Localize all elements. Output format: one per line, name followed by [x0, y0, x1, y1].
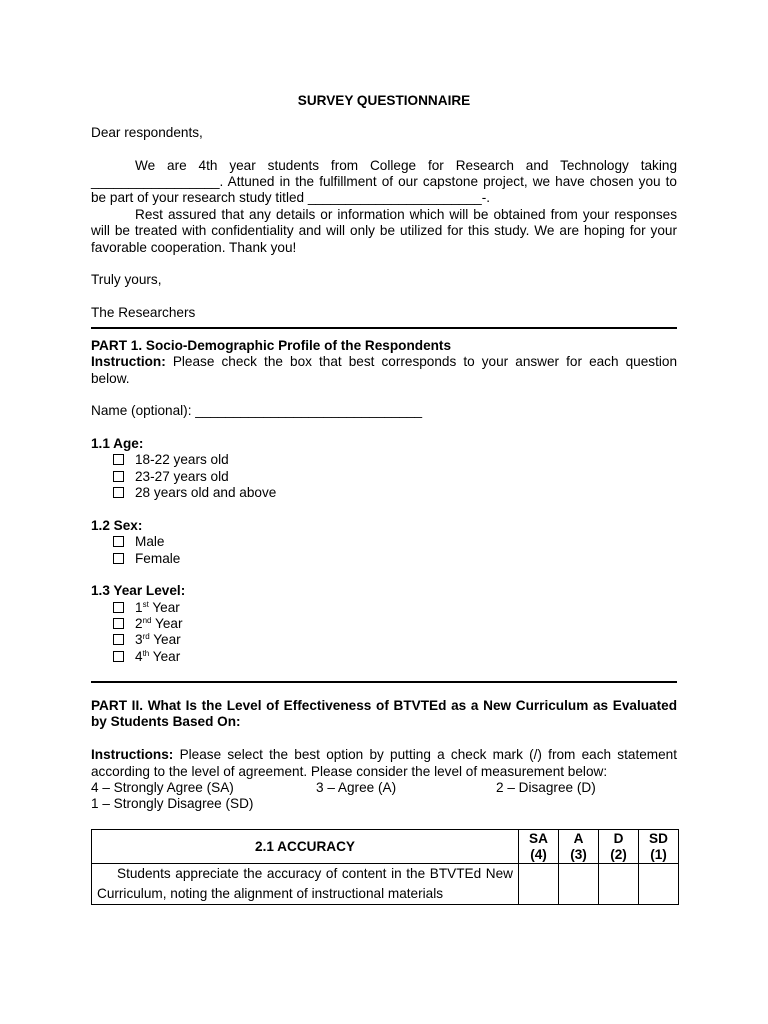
age-option[interactable]: [113, 452, 229, 469]
instructions-label: Instructions:: [91, 747, 174, 762]
checkbox[interactable]: [113, 553, 124, 564]
column-abbr: D: [613, 830, 624, 846]
part1-heading: PART 1. Socio-Demographic Profile of the Respondents: [91, 338, 452, 353]
year-number: 1: [135, 600, 143, 615]
section-divider: [91, 327, 677, 329]
part2-instructions-line-1: [91, 747, 677, 764]
year-number: 2: [135, 616, 143, 631]
instruction-text: Please check the box that best corresponds to your answer for each question: [172, 354, 677, 369]
checkbox[interactable]: [113, 536, 124, 547]
sex-option[interactable]: [113, 551, 180, 568]
ordinal-suffix: th: [142, 649, 150, 658]
checkbox[interactable]: [113, 454, 124, 465]
table-row: [92, 864, 679, 905]
statement-cell: [92, 864, 519, 905]
option-label: Year: [152, 649, 181, 664]
option-label: Male: [135, 534, 165, 549]
checkbox[interactable]: [113, 634, 124, 645]
checkbox[interactable]: [113, 471, 124, 482]
column-abbr: A: [573, 830, 584, 846]
signature: The Researchers: [91, 305, 196, 320]
letter-paragraph-1-line-2: _________________. Attuned in the fulfillment of our capstone project, we have chosen you to: [91, 174, 677, 189]
letter-paragraph-2-line-1: Rest assured that any details or information which will be obtained from your responses: [135, 207, 677, 222]
year-level-option[interactable]: [113, 600, 180, 617]
checkbox[interactable]: [113, 602, 124, 613]
statement-text: Students appreciate the accuracy of content in the BTVTEd New Curriculum, noting the alignment of instructional materials: [97, 866, 513, 901]
column-header-sa: [519, 830, 559, 864]
column-header-a: [559, 830, 599, 864]
table-header-row: [92, 830, 679, 864]
letter-paragraph-1-line-1: We are 4th year students from College for Research and Technology taking: [135, 158, 677, 173]
rating-table: [91, 829, 679, 905]
ordinal-suffix: nd: [142, 616, 152, 625]
column-value: (2): [610, 846, 627, 862]
name-field[interactable]: Name (optional): ______________________________: [91, 403, 423, 418]
age-option[interactable]: [113, 485, 276, 502]
scale-item: 1 – Strongly Disagree (SD): [91, 796, 254, 811]
year-number: 3: [135, 632, 143, 647]
checkbox[interactable]: [113, 618, 124, 629]
part2-heading-line-2: by Students Based On:: [91, 714, 241, 729]
ordinal-suffix: rd: [142, 632, 150, 641]
option-label: 23-27 years old: [135, 469, 229, 484]
part1-instruction-line-1: [91, 354, 677, 371]
sex-option[interactable]: [113, 534, 164, 551]
option-label: 18-22 years old: [135, 452, 229, 467]
ordinal-suffix: st: [142, 600, 149, 609]
part2-instructions-line-2: according to the level of agreement. Please consider the level of measurement below:: [91, 764, 608, 779]
sex-label: 1.2 Sex:: [91, 518, 143, 533]
section-divider: [91, 681, 677, 683]
column-value: (3): [570, 846, 587, 862]
year-level-option[interactable]: [113, 649, 180, 666]
scale-item: 4 – Strongly Agree (SA): [91, 780, 234, 795]
age-option[interactable]: [113, 469, 229, 486]
year-level-option[interactable]: [113, 616, 182, 633]
rating-cell-a[interactable]: [559, 864, 599, 905]
rating-cell-sa[interactable]: [519, 864, 559, 905]
column-header-sd: [639, 830, 679, 864]
option-label: 28 years old and above: [135, 485, 277, 500]
scale-item: 2 – Disagree (D): [496, 780, 596, 795]
instructions-text: Please select the best option by putting a check mark (/) from each statement: [179, 747, 677, 762]
instruction-label: Instruction:: [91, 354, 166, 369]
document-title: SURVEY QUESTIONNAIRE: [297, 93, 471, 108]
letter-paragraph-2-line-2: will be treated with confidentiality and will only be utilized for this study. We are hoping for your: [91, 223, 677, 238]
year-level-option[interactable]: [113, 632, 181, 649]
column-abbr: SA: [529, 830, 548, 846]
section-title: 2.1 ACCURACY: [92, 830, 519, 864]
checkbox[interactable]: [113, 651, 124, 662]
checkbox[interactable]: [113, 487, 124, 498]
option-label: Year: [152, 600, 180, 615]
part2-heading-line-1: PART II. What Is the Level of Effectiveness of BTVTEd as a New Curriculum as Evaluated: [91, 698, 677, 713]
column-value: (4): [530, 846, 547, 862]
scale-item: 3 – Agree (A): [316, 780, 397, 795]
option-label: Female: [135, 551, 181, 566]
letter-paragraph-2-line-3: favorable cooperation. Thank you!: [91, 240, 297, 255]
salutation: Dear respondents,: [91, 125, 203, 140]
column-value: (1): [650, 846, 667, 862]
rating-cell-d[interactable]: [599, 864, 639, 905]
age-label: 1.1 Age:: [91, 436, 144, 451]
closing: Truly yours,: [91, 272, 162, 287]
part1-instruction-line-2: below.: [91, 371, 130, 386]
column-header-d: [599, 830, 639, 864]
column-abbr: SD: [649, 830, 668, 846]
year-level-label: 1.3 Year Level:: [91, 583, 186, 598]
option-label: Year: [155, 616, 183, 631]
option-label: Year: [153, 632, 181, 647]
rating-cell-sd[interactable]: [639, 864, 679, 905]
year-number: 4: [135, 649, 143, 664]
letter-paragraph-1-line-3: be part of your research study titled _______________________-.: [91, 190, 491, 205]
